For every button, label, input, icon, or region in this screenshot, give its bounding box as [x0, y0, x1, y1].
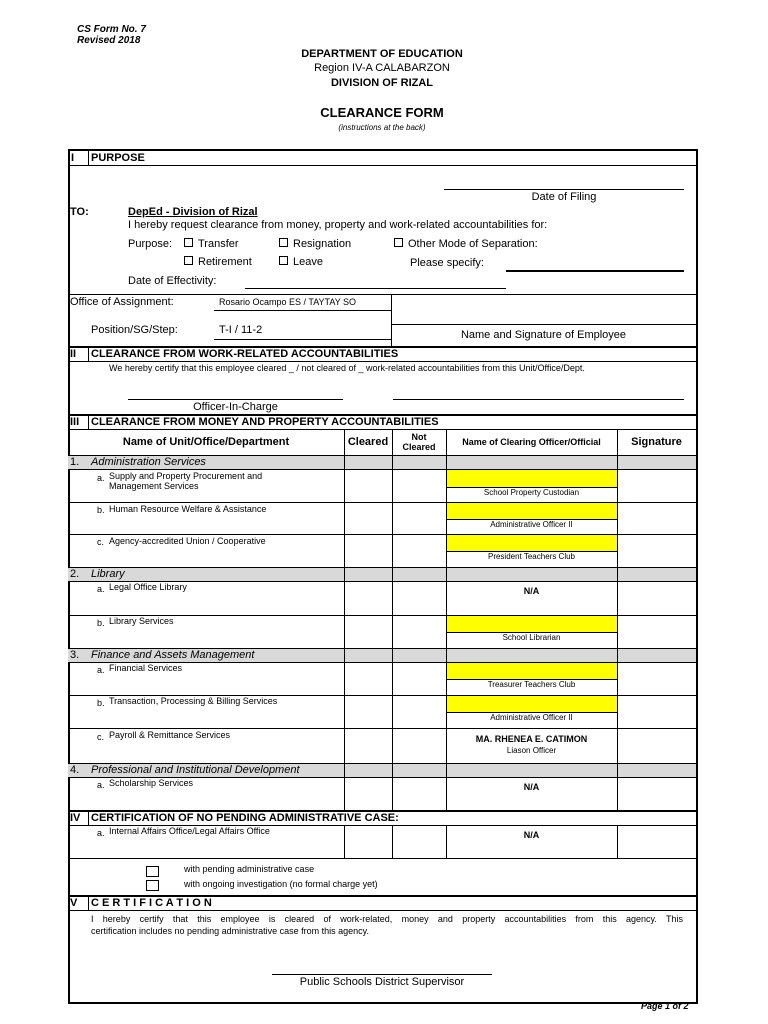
- col-cleared-header: Cleared: [347, 436, 389, 448]
- official-name: Administrative Officer II: [490, 520, 573, 529]
- sec4-num: IV: [70, 812, 81, 824]
- row-letter: a.: [97, 780, 105, 790]
- purpose-transfer[interactable]: Transfer: [184, 238, 239, 250]
- col-official-header: Name of Clearing Officer/Official: [462, 437, 601, 447]
- group-num: 2.: [70, 568, 80, 580]
- checkbox-icon[interactable]: [184, 238, 193, 247]
- unit-name: Legal Office Library: [109, 582, 187, 592]
- sec4-title: CERTIFICATION OF NO PENDING ADMINISTRATIVE CASE:: [91, 812, 399, 824]
- col-not-cleared-header: Not Cleared: [402, 432, 436, 452]
- row-letter: b.: [97, 505, 105, 515]
- page-number: Page 1 of 2: [641, 1001, 689, 1011]
- checkbox-icon[interactable]: [279, 256, 288, 265]
- employee-signature-label: Name and Signature of Employee: [460, 329, 627, 341]
- form-title: CLEARANCE FORM: [320, 105, 444, 120]
- pending-case-checkbox[interactable]: [146, 866, 159, 877]
- supervisor-label: Public Schools District Supervisor: [299, 976, 465, 988]
- official-title: Liason Officer: [506, 746, 557, 755]
- official-name: School Librarian: [502, 633, 561, 642]
- row-letter: a.: [97, 665, 105, 675]
- checkbox-icon[interactable]: [394, 238, 403, 247]
- sec3-title: CLEARANCE FROM MONEY AND PROPERTY ACCOUNTABILITIES: [91, 416, 439, 428]
- row-letter: a.: [97, 473, 105, 483]
- row-letter: c.: [97, 537, 105, 547]
- sec1-title: PURPOSE: [91, 152, 145, 164]
- group-name: Professional and Institutional Development: [91, 764, 300, 776]
- office-value: Rosario Ocampo ES / TAYTAY SO: [219, 297, 357, 307]
- pending-case-label: with pending administrative case: [184, 864, 315, 874]
- division-name: DIVISION OF RIZAL: [330, 77, 434, 89]
- sec1-num: I: [71, 152, 75, 164]
- group-name: Library: [91, 568, 125, 580]
- sec5-title: C E R T I F I C A T I O N: [91, 897, 212, 909]
- purpose-retirement[interactable]: Retirement: [184, 256, 252, 268]
- unit-name: Payroll & Remittance Services: [109, 730, 231, 740]
- unit-name: Scholarship Services: [109, 778, 194, 788]
- unit-name: Library Services: [109, 616, 174, 626]
- purpose-resignation[interactable]: Resignation: [279, 238, 351, 250]
- row-letter: a.: [97, 828, 105, 838]
- certification-text-2: certification includes no pending administrative case from this agency.: [91, 926, 369, 936]
- ongoing-investigation-checkbox[interactable]: [146, 880, 159, 891]
- purpose-other[interactable]: Other Mode of Separation:: [394, 238, 538, 250]
- group-num: 3.: [70, 649, 80, 661]
- group-num: 1.: [70, 456, 80, 468]
- sec3-num: III: [70, 416, 80, 428]
- position-value: T-I / 11-2: [219, 324, 263, 336]
- position-label: Position/SG/Step:: [91, 324, 178, 336]
- unit-name: Internal Affairs Office/Legal Affairs Office: [109, 826, 270, 836]
- col-unit-header: Name of Unit/Office/Department: [122, 436, 290, 448]
- row-letter: b.: [97, 618, 105, 628]
- office-label: Office of Assignment:: [70, 296, 174, 308]
- date-of-filing-label: Date of Filing: [531, 191, 597, 203]
- unit-name: Human Resource Welfare & Assistance: [109, 504, 267, 514]
- official-name: N/A: [523, 830, 540, 840]
- col-signature-header: Signature: [631, 436, 682, 448]
- certification-text-1: I hereby certify that this employee is cleared of work-related, money and property accountabilities from this agency. This: [91, 914, 683, 924]
- date-effectivity-field[interactable]: [245, 288, 506, 289]
- purpose-label: Purpose:: [128, 238, 173, 250]
- to-value: DepEd - Division of Rizal: [128, 206, 258, 218]
- purpose-leave[interactable]: Leave: [279, 256, 323, 268]
- official-name: N/A: [523, 586, 540, 596]
- official-name: MA. RHENEA E. CATIMON: [475, 734, 588, 744]
- group-name: Finance and Assets Management: [91, 649, 255, 661]
- official-name: Treasurer Teachers Club: [487, 680, 576, 689]
- please-specify-label: Please specify:: [410, 257, 484, 269]
- checkbox-icon[interactable]: [279, 238, 288, 247]
- official-name: Administrative Officer II: [490, 713, 573, 722]
- sec2-title: CLEARANCE FROM WORK-RELATED ACCOUNTABILITIES: [91, 348, 399, 360]
- form-subtitle: (instructions at the back): [338, 123, 426, 132]
- official-name: N/A: [523, 782, 540, 792]
- unit-name: Transaction, Processing & Billing Services: [109, 696, 278, 706]
- date-effectivity-label: Date of Effectivity:: [128, 275, 217, 287]
- sec5-num: V: [70, 897, 78, 909]
- dept-name: DEPARTMENT OF EDUCATION: [301, 48, 463, 60]
- checkbox-icon[interactable]: [184, 256, 193, 265]
- group-num: 4.: [70, 764, 80, 776]
- request-text: I hereby request clearance from money, property and work-related accountabilities for:: [128, 219, 548, 231]
- officer-in-charge-label: Officer-In-Charge: [193, 401, 278, 413]
- sec2-certify-text: We hereby certify that this employee cleared _ / not cleared of _ work-related accountabilities from this Unit/Office/Dept.: [109, 363, 585, 373]
- form-revision: Revised 2018: [77, 35, 141, 46]
- unit-name: Agency-accredited Union / Cooperative: [109, 536, 266, 546]
- official-name: School Property Custodian: [483, 488, 580, 497]
- group-name: Administration Services: [91, 456, 206, 468]
- unit-name: Financial Services: [109, 663, 183, 673]
- ongoing-investigation-label: with ongoing investigation (no formal charge yet): [184, 879, 378, 889]
- row-letter: c.: [97, 732, 105, 742]
- row-letter: a.: [97, 584, 105, 594]
- official-name: President Teachers Club: [487, 552, 575, 561]
- region-name: Region IV-A CALABARZON: [314, 62, 450, 74]
- row-letter: b.: [97, 698, 105, 708]
- please-specify-field[interactable]: [506, 270, 684, 272]
- sec2-num: II: [70, 348, 77, 360]
- to-label: TO:: [70, 206, 89, 218]
- unit-name: Supply and Property Procurement and Management Services: [109, 471, 263, 491]
- form-number: CS Form No. 7: [77, 24, 146, 35]
